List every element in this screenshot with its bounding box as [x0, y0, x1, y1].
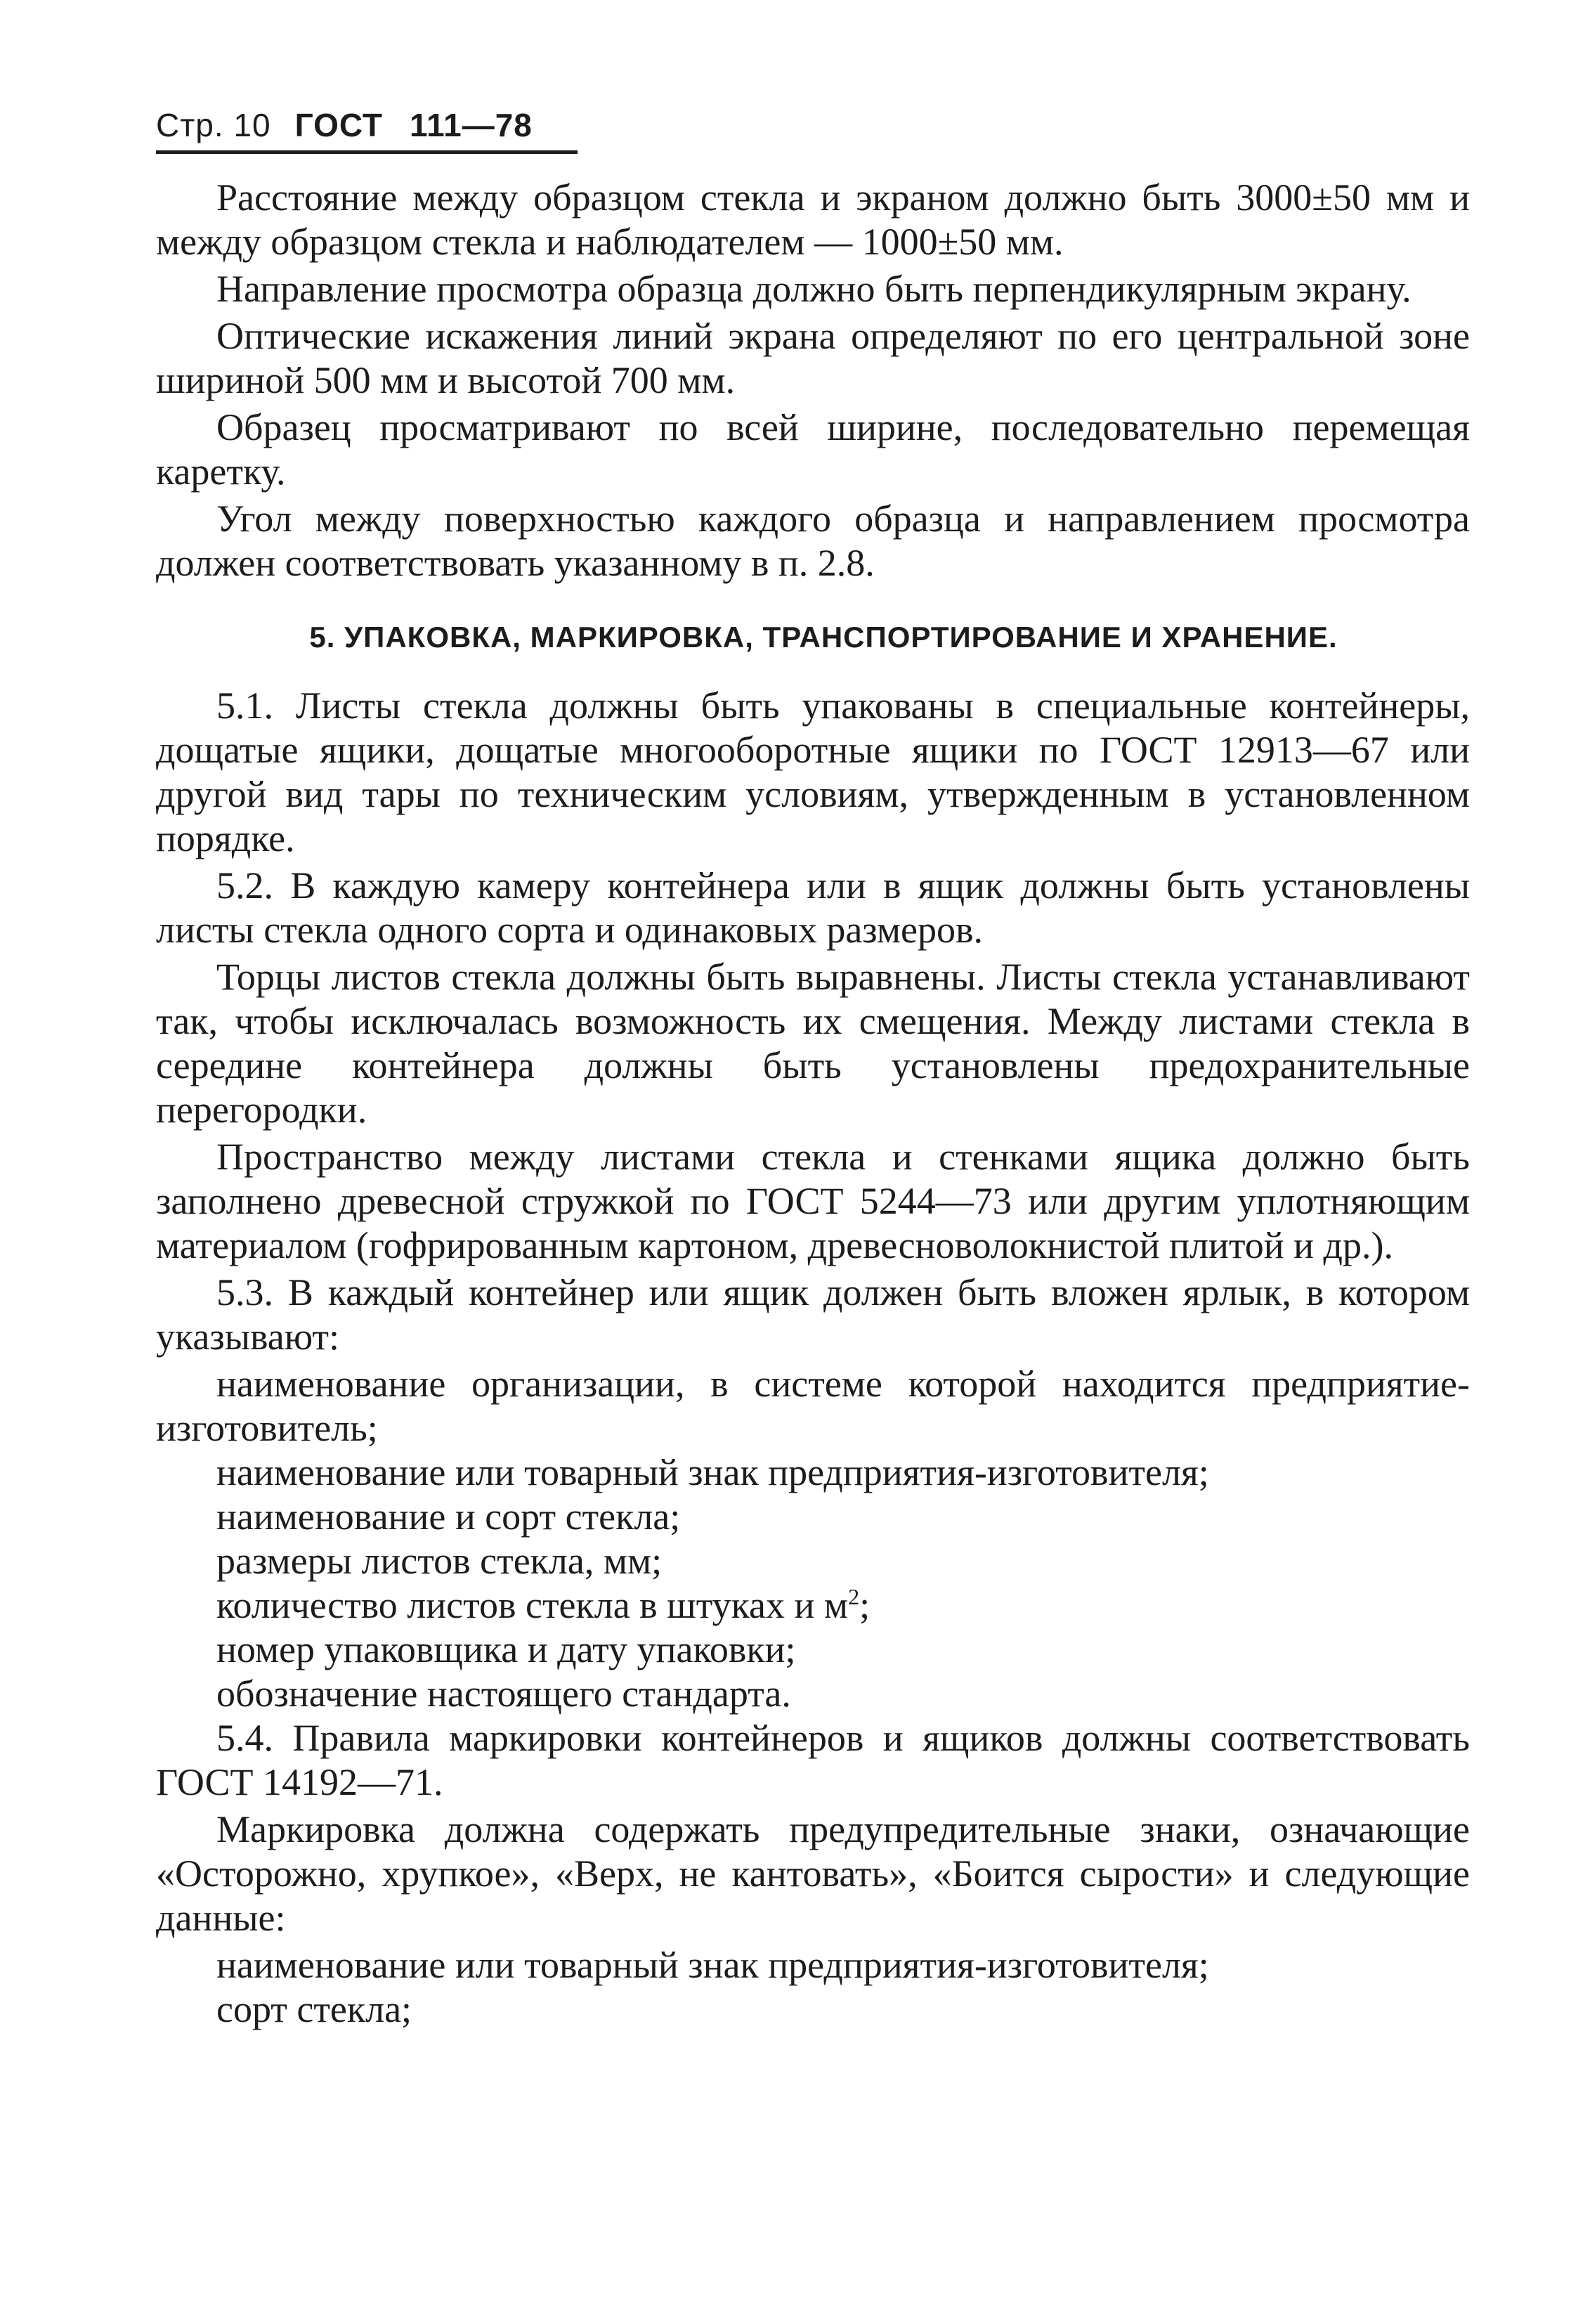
- list-item-tail: ;: [859, 1584, 871, 1626]
- paragraph: Маркировка должна содержать предупредительные знаки, означающие «Осторожно, хрупкое», «Верх, не кантовать», «Боится сырости» и следующие данные:: [156, 1808, 1470, 1939]
- clause-5-3: 5.3. В каждый контейнер или ящик должен быть вложен ярлык, в котором указывают:: [156, 1271, 1470, 1358]
- standard-number: 111—78: [410, 107, 533, 143]
- paragraph: Направление просмотра образца должно быть перпендикулярным экрану.: [216, 268, 1412, 310]
- list-item: [156, 1583, 1470, 1628]
- list-item: наименование или товарный знак предприятия-изготовителя;: [216, 1944, 1209, 1986]
- paragraph: Оптические искажения линий экрана определяют по его центральной зоне шириной 500 мм и высотой 700 мм.: [156, 315, 1470, 401]
- list-item: размеры листов стекла, мм;: [216, 1540, 663, 1582]
- list-item: сорт стекла;: [216, 1988, 412, 2030]
- list-item: наименование или товарный знак предприятия-изготовителя;: [216, 1451, 1209, 1493]
- running-header: [156, 105, 533, 145]
- page-number: Стр. 10: [156, 107, 271, 143]
- section-heading: 5. УПАКОВКА, МАРКИРОВКА, ТРАНСПОРТИРОВАНИЕ И ХРАНЕНИЕ.: [309, 621, 1338, 654]
- paragraph: Расстояние между образцом стекла и экраном должно быть 3000±50 мм и между образцом стекла и наблюдателем — 1000±50 мм.: [156, 176, 1470, 263]
- document-body: [156, 176, 1470, 2032]
- clause-5-4: 5.4. Правила маркировки контейнеров и ящиков должны соответствовать ГОСТ 14192—71.: [156, 1717, 1470, 1803]
- paragraph: Торцы листов стекла должны быть выравнены. Листы стекла устанавливают так, чтобы исключалась возможность их смещения. Между листами стекла в середине контейнера должны быть установлены предохранительные перегородки.: [156, 956, 1470, 1131]
- list-item: наименование организации, в системе которой находится предприятие-изготовитель;: [156, 1363, 1470, 1449]
- superscript: 2: [848, 1584, 860, 1609]
- clause-5-1: 5.1. Листы стекла должны быть упакованы в специальные контейнеры, дощатые ящики, дощатые многооборотные ящики по ГОСТ 12913—67 или другой вид тары по техническим условиям, утвержденным в установленном порядке.: [156, 684, 1470, 859]
- list-item-text: количество листов стекла в штуках и м: [216, 1584, 849, 1626]
- standard-label: ГОСТ: [294, 107, 384, 143]
- header-rule: [156, 150, 578, 154]
- list-item: наименование и сорт стекла;: [216, 1495, 681, 1538]
- list-item: обозначение настоящего стандарта.: [216, 1673, 791, 1715]
- paragraph: Пространство между листами стекла и стенками ящика должно быть заполнено древесной стружкой по ГОСТ 5244—73 или другим уплотняющим материалом (гофрированным картоном, древесноволокнистой плитой и др.).: [156, 1136, 1470, 1266]
- paragraph: Образец просматривают по всей ширине, последовательно перемещая каретку.: [156, 406, 1470, 493]
- paragraph: Угол между поверхностью каждого образца и направлением просмотра должен соответствовать указанному в п. 2.8.: [156, 498, 1470, 584]
- list-item: номер упаковщика и дату упаковки;: [216, 1628, 796, 1670]
- clause-5-2: 5.2. В каждую камеру контейнера или в ящик должны быть установлены листы стекла одного сорта и одинаковых размеров.: [156, 864, 1470, 951]
